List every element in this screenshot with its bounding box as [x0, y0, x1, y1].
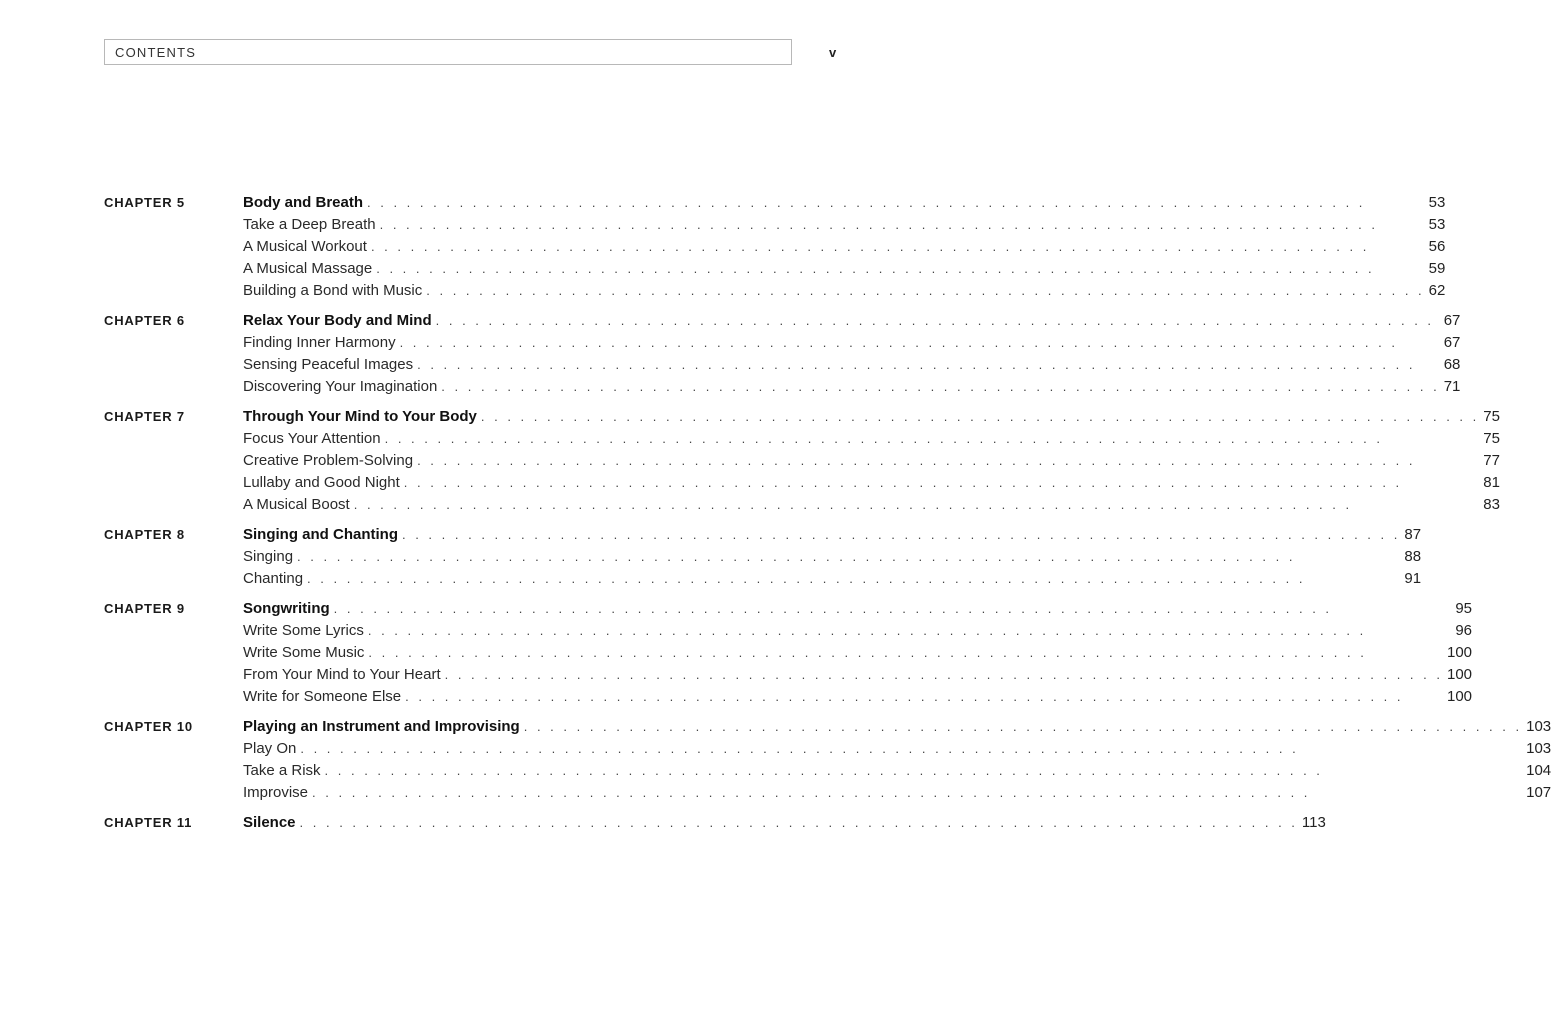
entry-title: Relax Your Body and Mind — [243, 312, 432, 329]
entry-page-number: 53 — [1428, 216, 1446, 233]
dot-leader — [404, 472, 1479, 494]
dot-leader — [368, 620, 1451, 642]
chapter-title-entry[interactable] — [243, 716, 1551, 738]
entry-title: Songwriting — [243, 600, 330, 617]
dot-leader — [376, 258, 1424, 280]
entry-title: Focus Your Attention — [243, 430, 381, 447]
entry-page-number: 103 — [1526, 718, 1551, 735]
section-entry[interactable] — [243, 642, 1472, 664]
chapter-entries — [243, 406, 1500, 516]
dot-leader — [325, 760, 1523, 782]
chapter-title-entry[interactable] — [243, 524, 1421, 546]
chapter-label: CHAPTER 5 — [104, 195, 185, 210]
chapter-title-entry[interactable] — [243, 406, 1500, 428]
chapter-label: CHAPTER 7 — [104, 409, 185, 424]
dot-leader — [405, 686, 1443, 708]
entry-title: Creative Problem-Solving — [243, 452, 414, 469]
chapter-title-entry[interactable] — [243, 192, 1445, 214]
section-entry[interactable] — [243, 782, 1551, 804]
entry-page-number: 68 — [1443, 356, 1461, 373]
entry-page-number: 53 — [1428, 194, 1446, 211]
dot-leader — [417, 354, 1440, 376]
entry-title: Lullaby and Good Night — [243, 474, 400, 491]
chapter-group — [104, 524, 1422, 590]
chapter-group — [104, 406, 1500, 516]
entry-page-number: 87 — [1404, 526, 1422, 543]
dot-leader — [307, 568, 1400, 590]
entry-page-number: 56 — [1428, 238, 1446, 255]
entry-page-number: 95 — [1455, 600, 1473, 617]
entry-page-number: 62 — [1428, 282, 1446, 299]
chapter-title-entry[interactable] — [243, 598, 1472, 620]
dot-leader — [300, 738, 1522, 760]
chapter-entries — [243, 192, 1445, 302]
chapter-group — [104, 812, 1326, 834]
entry-title: A Musical Massage — [243, 260, 373, 277]
dot-leader — [380, 214, 1425, 236]
dot-leader — [426, 280, 1424, 302]
entry-title: Silence — [243, 814, 296, 831]
chapter-label: CHAPTER 11 — [104, 815, 193, 830]
entry-title: Playing an Instrument and Improvising — [243, 718, 520, 735]
dot-leader — [297, 546, 1400, 568]
section-entry[interactable] — [243, 376, 1460, 398]
chapter-group — [104, 716, 1551, 804]
table-of-contents — [104, 192, 1551, 842]
entry-page-number: 75 — [1483, 408, 1500, 425]
running-head — [104, 39, 792, 65]
dot-leader — [481, 406, 1479, 428]
entry-page-number: 91 — [1404, 570, 1422, 587]
entry-page-number: 67 — [1443, 334, 1461, 351]
chapter-entries — [243, 310, 1460, 398]
dot-leader — [400, 332, 1440, 354]
entry-title: Building a Bond with Music — [243, 282, 423, 299]
chapter-label: CHAPTER 6 — [104, 313, 185, 328]
entry-title: A Musical Workout — [243, 238, 367, 255]
section-entry[interactable] — [243, 280, 1445, 302]
chapter-title-entry[interactable] — [243, 812, 1326, 834]
entry-page-number: 71 — [1443, 378, 1461, 395]
entry-page-number: 75 — [1483, 430, 1500, 447]
section-entry[interactable] — [243, 354, 1460, 376]
dot-leader — [436, 310, 1440, 332]
section-entry[interactable] — [243, 214, 1445, 236]
chapter-entries — [243, 598, 1472, 708]
entry-title: Write for Someone Else — [243, 688, 402, 705]
chapter-entries — [243, 524, 1421, 590]
entry-page-number: 100 — [1447, 666, 1473, 683]
entry-title: Sensing Peaceful Images — [243, 356, 414, 373]
entry-title: Play On — [243, 740, 297, 757]
entry-page-number: 67 — [1443, 312, 1461, 329]
entry-title: Chanting — [243, 570, 304, 587]
entry-title: Write Some Music — [243, 644, 365, 661]
section-entry[interactable] — [243, 258, 1445, 280]
entry-page-number: 96 — [1455, 622, 1473, 639]
section-entry[interactable] — [243, 332, 1460, 354]
dot-leader — [371, 236, 1425, 258]
section-entry[interactable] — [243, 664, 1472, 686]
dot-leader — [524, 716, 1522, 738]
entry-title: From Your Mind to Your Heart — [243, 666, 441, 683]
dot-leader — [402, 524, 1400, 546]
entry-title: Singing and Chanting — [243, 526, 398, 543]
entry-title: Improvise — [243, 784, 309, 801]
entry-page-number: 81 — [1483, 474, 1500, 491]
entry-title: Write Some Lyrics — [243, 622, 364, 639]
section-entry[interactable] — [243, 620, 1472, 642]
dot-leader — [367, 192, 1425, 214]
section-entry[interactable] — [243, 760, 1551, 782]
dot-leader — [368, 642, 1443, 664]
entry-page-number: 104 — [1526, 762, 1551, 779]
section-entry[interactable] — [243, 494, 1500, 516]
entry-page-number: 103 — [1526, 740, 1551, 757]
entry-title: Singing — [243, 548, 294, 565]
entry-page-number: 83 — [1483, 496, 1500, 513]
chapter-group — [104, 310, 1461, 398]
chapter-entries — [243, 716, 1551, 804]
section-entry[interactable] — [243, 428, 1500, 450]
section-entry[interactable] — [243, 738, 1551, 760]
chapter-entries — [243, 812, 1326, 834]
chapter-label: CHAPTER 8 — [104, 527, 185, 542]
entry-title: Discovering Your Imagination — [243, 378, 438, 395]
section-entry[interactable] — [243, 472, 1500, 494]
page-number: v — [829, 45, 837, 60]
entry-title: Finding Inner Harmony — [243, 334, 396, 351]
dot-leader — [417, 450, 1479, 472]
chapter-group — [104, 598, 1473, 708]
dot-leader — [441, 376, 1439, 398]
entry-page-number: 100 — [1447, 644, 1473, 661]
dot-leader — [300, 812, 1298, 834]
dot-leader — [445, 664, 1443, 686]
entry-title: Through Your Mind to Your Body — [243, 408, 477, 425]
entry-title: A Musical Boost — [243, 496, 350, 513]
dot-leader — [334, 598, 1452, 620]
section-entry[interactable] — [243, 236, 1445, 258]
entry-page-number: 88 — [1404, 548, 1422, 565]
entry-page-number: 107 — [1526, 784, 1551, 801]
dot-leader — [385, 428, 1480, 450]
section-entry[interactable] — [243, 450, 1500, 472]
chapter-label: CHAPTER 10 — [104, 719, 193, 734]
entry-title: Body and Breath — [243, 194, 364, 211]
entry-page-number: 77 — [1483, 452, 1500, 469]
chapter-title-entry[interactable] — [243, 310, 1460, 332]
section-entry[interactable] — [243, 546, 1421, 568]
section-entry[interactable] — [243, 686, 1472, 708]
entry-page-number: 113 — [1301, 814, 1326, 831]
chapter-label: CHAPTER 9 — [104, 601, 185, 616]
entry-page-number: 59 — [1428, 260, 1446, 277]
entry-title: Take a Risk — [243, 762, 321, 779]
chapter-group — [104, 192, 1446, 302]
running-head-title: CONTENTS — [115, 44, 197, 60]
dot-leader — [312, 782, 1522, 804]
dot-leader — [354, 494, 1480, 516]
section-entry[interactable] — [243, 568, 1421, 590]
entry-page-number: 100 — [1447, 688, 1473, 705]
entry-title: Take a Deep Breath — [243, 216, 376, 233]
